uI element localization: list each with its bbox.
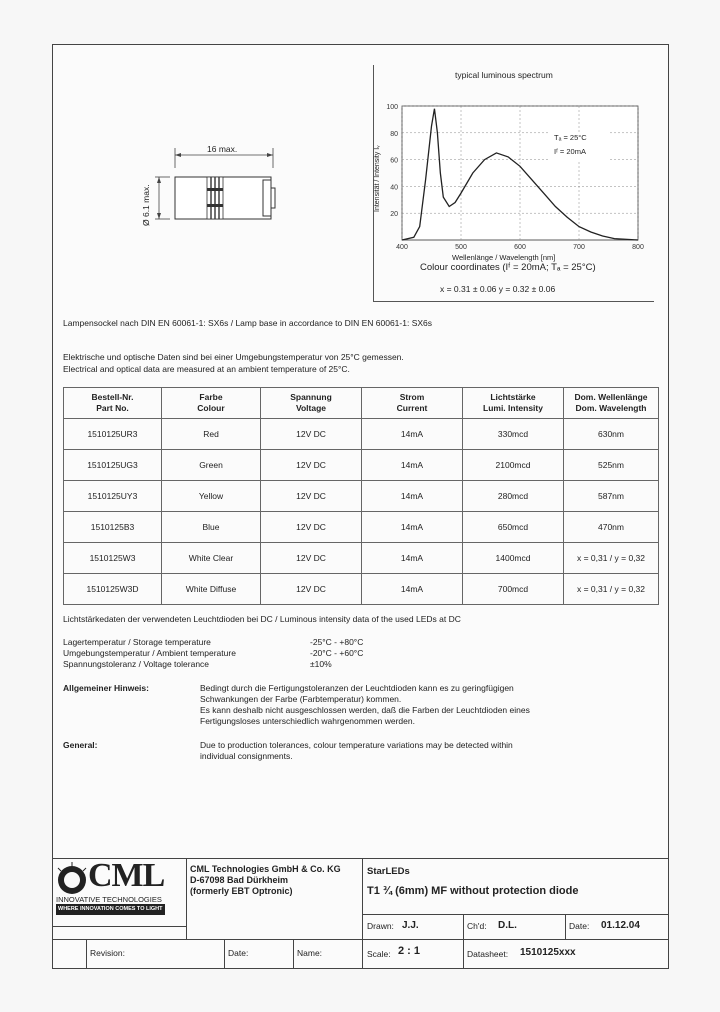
- lumi-note: Lichtstärkedaten der verwendeten Leuchtdioden bei DC / Luminous intensity data of the used LEDs at DC: [63, 614, 461, 624]
- datasheet-label: Datasheet:: [467, 949, 509, 959]
- y-tick-label: 100: [386, 104, 398, 111]
- spec-ambient-value: -20°C - +60°C: [310, 648, 364, 658]
- y-tick-label: 80: [390, 130, 398, 138]
- lamp-base-text: Lampensockel nach DIN EN 60061-1: SX6s / Lamp base in accordance to DIN EN 60061-1: SX6s: [63, 318, 433, 328]
- note-en-label: General:: [63, 740, 98, 750]
- table-cell: 1510125UR3: [64, 419, 162, 450]
- table-cell: x = 0,31 / y = 0,32: [564, 574, 659, 605]
- table-cell: 12V DC: [261, 574, 362, 605]
- revision-name-label: Name:: [297, 948, 323, 958]
- table-cell: 630nm: [564, 419, 659, 450]
- spec-voltage-label: Spannungstoleranz / Voltage tolerance: [63, 659, 210, 669]
- x-tick-label: 400: [396, 244, 408, 251]
- x-tick-label: 600: [514, 244, 526, 251]
- table-cell: 14mA: [362, 450, 463, 481]
- spec-storage-value: -25°C - +80°C: [310, 637, 364, 647]
- note-en-text: Due to production tolerances, colour temperature variations may be detected within individual consignments.: [200, 740, 513, 761]
- x-tick-label: 800: [632, 244, 644, 251]
- table-cell: 14mA: [362, 543, 463, 574]
- table-cell: 14mA: [362, 419, 463, 450]
- spectrum-chart: [360, 100, 650, 270]
- table-cell: 470nm: [564, 512, 659, 543]
- table-row: [64, 512, 659, 543]
- table-cell: 587nm: [564, 481, 659, 512]
- spectrum-ylabel: Intensität / Intensity Iᵥ: [374, 145, 381, 212]
- led-data-table: [63, 387, 659, 605]
- table-row: [64, 574, 659, 605]
- spectrum-title: typical luminous spectrum: [455, 70, 553, 80]
- scale-value: 2 : 1: [398, 945, 421, 957]
- spec-voltage-value: ±10%: [310, 659, 332, 669]
- table-cell: 12V DC: [261, 512, 362, 543]
- table-cell: 280mcd: [463, 481, 564, 512]
- logo-text: CML: [88, 857, 165, 894]
- logo-sub: INNOVATIVE TECHNOLOGIES: [56, 895, 162, 904]
- spec-storage-label: Lagertemperatur / Storage temperature: [63, 637, 211, 647]
- x-tick-label: 500: [455, 244, 467, 251]
- colour-xy: x = 0.31 ± 0.06 y = 0.32 ± 0.06: [440, 284, 556, 294]
- checked-value: D.L.: [498, 920, 517, 931]
- temp-en: Electrical and optical data are measured at an ambient temperature of 25°C.: [63, 364, 350, 374]
- spectrum-legend: [550, 132, 610, 162]
- led-drawing: [141, 140, 295, 240]
- table-row: [64, 481, 659, 512]
- temp-de: Elektrische und optische Daten sind bei einer Umgebungstemperatur von 25°C gemessen.: [63, 352, 404, 362]
- header-wavelength: Dom. Wellenlänge Dom. Wavelength: [564, 388, 659, 419]
- table-cell: Yellow: [162, 481, 261, 512]
- drawn-label: Drawn:: [367, 921, 394, 931]
- table-row: [64, 450, 659, 481]
- header-colour: Farbe Colour: [162, 388, 261, 419]
- date-value: 01.12.04: [601, 920, 640, 931]
- colour-coordinates: Colour coordinates (Iᶠ = 20mA; Tₐ = 25°C): [420, 262, 596, 273]
- company-info: CML Technologies GmbH & Co. KG D-67098 Bad Dürkheim (formerly EBT Optronic): [190, 864, 341, 896]
- y-tick-label: 60: [390, 157, 398, 165]
- table-cell: x = 0,31 / y = 0,32: [564, 543, 659, 574]
- spectrum-xlabel: Wellenlänge / Wavelength [nm]: [452, 253, 556, 262]
- y-tick-label: 40: [390, 184, 398, 192]
- table-cell: 2100mcd: [463, 450, 564, 481]
- header-part-no: Bestell-Nr. Part No.: [64, 388, 162, 419]
- note-de-label: Allgemeiner Hinweis:: [63, 683, 149, 693]
- header-intensity: Lichtstärke Lumi. Intensity: [463, 388, 564, 419]
- table-row: [64, 419, 659, 450]
- table-cell: 1510125B3: [64, 512, 162, 543]
- logo-tagline: WHERE INNOVATION COMES TO LIGHT: [56, 904, 165, 915]
- y-tick-label: 20: [390, 211, 398, 219]
- table-cell: 12V DC: [261, 481, 362, 512]
- datasheet-value: 1510125xxx: [520, 947, 576, 958]
- table-cell: 12V DC: [261, 450, 362, 481]
- product-description: T1 ¾ (6mm) MF without protection diode: [367, 885, 579, 897]
- table-cell: 1510125W3D: [64, 574, 162, 605]
- table-cell: 650mcd: [463, 512, 564, 543]
- table-header-row: [64, 388, 659, 419]
- legend-if: Iᶠ = 20mA: [554, 147, 586, 156]
- table-row: [64, 543, 659, 574]
- date-label: Date:: [569, 921, 590, 931]
- table-cell: Blue: [162, 512, 261, 543]
- table-cell: 14mA: [362, 481, 463, 512]
- table-cell: White Diffuse: [162, 574, 261, 605]
- x-tick-label: 700: [573, 244, 585, 251]
- product-name: StarLEDs: [367, 866, 410, 877]
- length-dimension: 16 max.: [207, 144, 238, 154]
- table-cell: Green: [162, 450, 261, 481]
- table-cell: 1510125W3: [64, 543, 162, 574]
- table-cell: 14mA: [362, 574, 463, 605]
- table-cell: 525nm: [564, 450, 659, 481]
- table-cell: White Clear: [162, 543, 261, 574]
- table-cell: 12V DC: [261, 419, 362, 450]
- scale-label: Scale:: [367, 949, 391, 959]
- header-current: Strom Current: [362, 388, 463, 419]
- table-cell: 1510125UY3: [64, 481, 162, 512]
- table-cell: Red: [162, 419, 261, 450]
- table-cell: 330mcd: [463, 419, 564, 450]
- header-voltage: Spannung Voltage: [261, 388, 362, 419]
- table-cell: 1510125UG3: [64, 450, 162, 481]
- revision-date-label: Date:: [228, 948, 249, 958]
- table-cell: 700mcd: [463, 574, 564, 605]
- spec-ambient-label: Umgebungstemperatur / Ambient temperature: [63, 648, 236, 658]
- table-cell: 12V DC: [261, 543, 362, 574]
- drawn-value: J.J.: [402, 920, 419, 931]
- table-cell: 1400mcd: [463, 543, 564, 574]
- note-de-text: Bedingt durch die Fertigungstoleranzen der Leuchtdioden kann es zu geringfügigen Schwankungen der Farbe (Farbtemperatur) kommen. Es kann deshalb nicht ausgeschlossen werden, daß die Farben der Leuchtdioden eines Fertigungsloses unterschiedlich wahrgenommen werden.: [200, 683, 530, 726]
- revision-label: Revision:: [90, 948, 125, 958]
- table-cell: 14mA: [362, 512, 463, 543]
- legend-ta: Tₐ = 25°C: [554, 133, 587, 142]
- cml-logo: [54, 857, 184, 916]
- checked-label: Ch'd:: [467, 921, 487, 931]
- diameter-dimension: Ø 6.1 max.: [141, 184, 151, 226]
